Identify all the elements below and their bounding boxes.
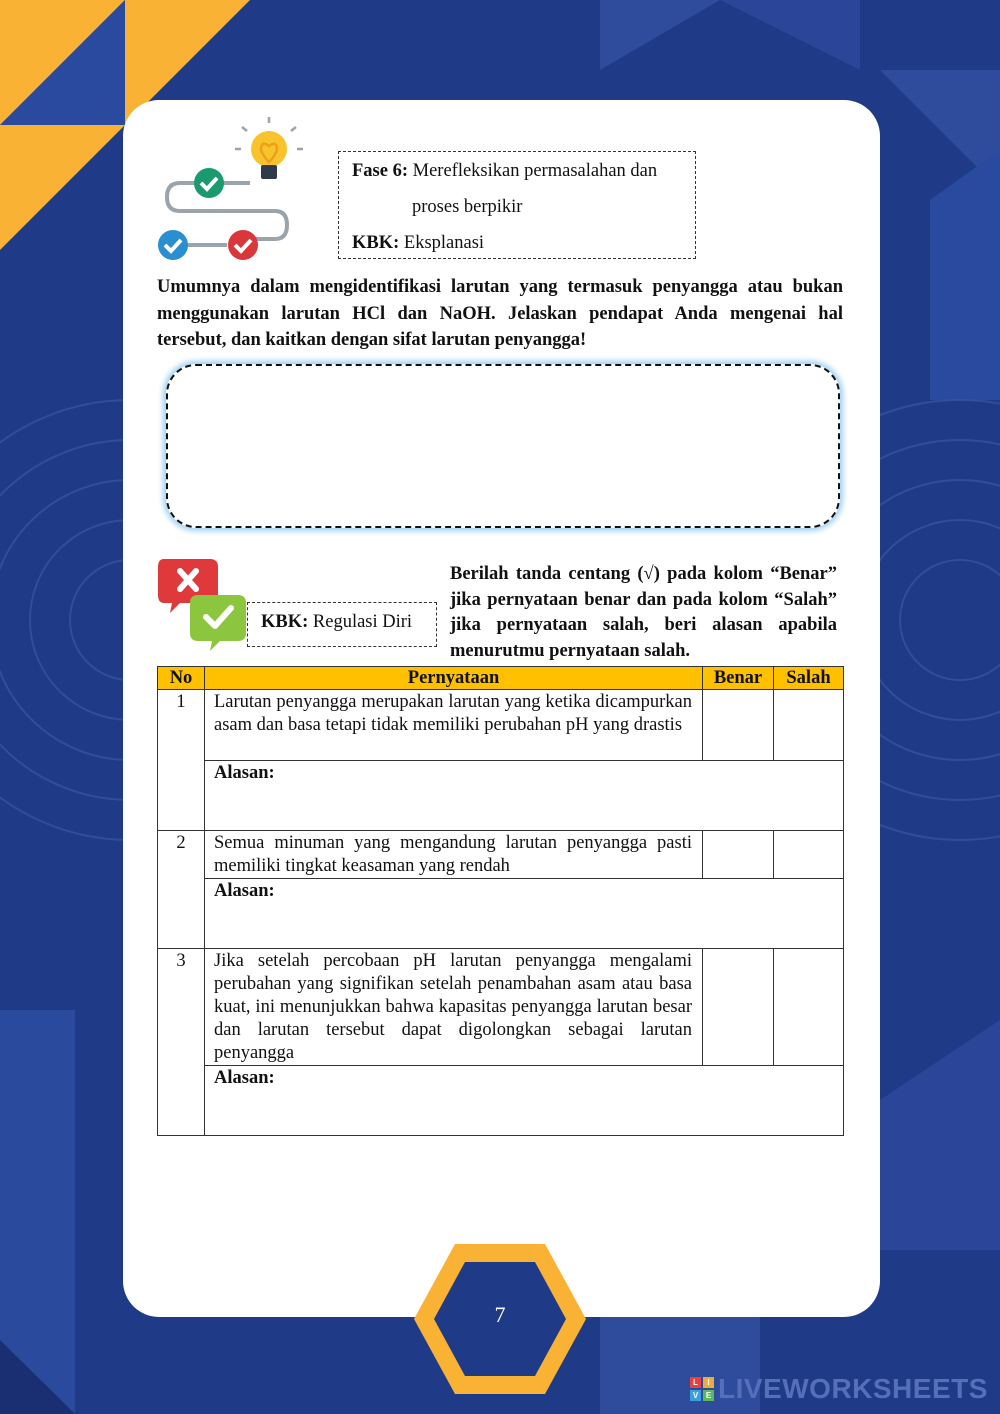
reason-row (158, 761, 844, 831)
liveworksheets-text: LIVEWORKSHEETS (718, 1373, 988, 1404)
instruction-text: Berilah tanda centang (√) pada kolom “Benar” jika pernyataan benar dan pada kolom “Salah” jika pernyataan salah, beri alasan apabila menurutmu pernyataan salah. (450, 564, 837, 661)
phase-info-box (338, 151, 696, 259)
wrong-right-chat-icon (158, 555, 248, 655)
kbk2-value: Regulasi Diri (312, 612, 413, 632)
row-number: 2 (158, 831, 205, 949)
kbk-value: Eksplanasi (403, 233, 485, 253)
reason-label: Alasan: (214, 881, 275, 901)
kbk-regulation-box (247, 602, 437, 647)
table-header-row (158, 667, 844, 690)
phase-text-line1: Merefleksikan permasalahan dan (412, 161, 658, 181)
header-false: Salah (774, 667, 844, 690)
row-number: 3 (158, 949, 205, 1136)
true-checkbox-cell[interactable] (703, 690, 774, 761)
true-checkbox-cell[interactable] (703, 949, 774, 1066)
table-row (158, 831, 844, 879)
liveworksheets-logo-icon (690, 1377, 714, 1401)
true-checkbox-cell[interactable] (703, 831, 774, 879)
statement-cell: Jika setelah percobaan pH larutan penyangga mengalami perubahan yang signifikan setelah penambahan asam atau basa kuat, ini menunjukkan bahwa kapasitas penyangga larutan besar dan larutan tersebut dapat digolongkan sebagai larutan penyangga (205, 949, 703, 1066)
kbk2-label: KBK: (261, 612, 309, 632)
reason-field[interactable] (205, 1066, 844, 1136)
reason-field[interactable] (205, 761, 844, 831)
reason-label: Alasan: (214, 763, 275, 783)
reason-row (158, 879, 844, 949)
essay-question: Umumnya dalam mengidentifikasi larutan yang termasuk penyangga atau bukan menggunakan larutan HCl dan NaOH. Jelaskan pendapat Anda mengenai hal tersebut, dan kaitkan dengan sifat larutan penyangga! (157, 277, 843, 350)
statement-cell: Larutan penyangga merupakan larutan yang ketika dicampurkan asam dan basa tetapi tidak memiliki perubahan pH yang drastis (205, 690, 703, 761)
header-true: Benar (703, 667, 774, 690)
essay-answer-field[interactable] (166, 364, 840, 528)
phase-kbk-line (352, 233, 484, 254)
page-number: 7 (494, 1302, 506, 1327)
reason-label: Alasan: (214, 1068, 275, 1088)
phase-label: Fase 6: (352, 161, 408, 181)
phase-line1 (352, 161, 657, 182)
reason-row (158, 1066, 844, 1136)
table-row (158, 690, 844, 761)
lightbulb-path-icon (155, 115, 305, 265)
statement-cell: Semua minuman yang mengandung larutan penyangga pasti memiliki tingkat keasaman yang rendah (205, 831, 703, 879)
kbk-label: KBK: (352, 233, 400, 253)
header-statement: Pernyataan (205, 667, 703, 690)
logo-letter: L (690, 1377, 701, 1388)
header-no: No (158, 667, 205, 690)
false-checkbox-cell[interactable] (774, 690, 844, 761)
logo-letter: V (690, 1390, 701, 1401)
row-number: 1 (158, 690, 205, 831)
false-checkbox-cell[interactable] (774, 949, 844, 1066)
phase-text-line2: proses berpikir (412, 197, 523, 217)
logo-letter: I (703, 1377, 714, 1388)
reason-field[interactable] (205, 879, 844, 949)
table-row (158, 949, 844, 1066)
false-checkbox-cell[interactable] (774, 831, 844, 879)
kbk2-line (261, 612, 412, 633)
statement-table (157, 666, 844, 1136)
liveworksheets-logo[interactable] (690, 1374, 988, 1404)
logo-letter: E (703, 1390, 714, 1401)
